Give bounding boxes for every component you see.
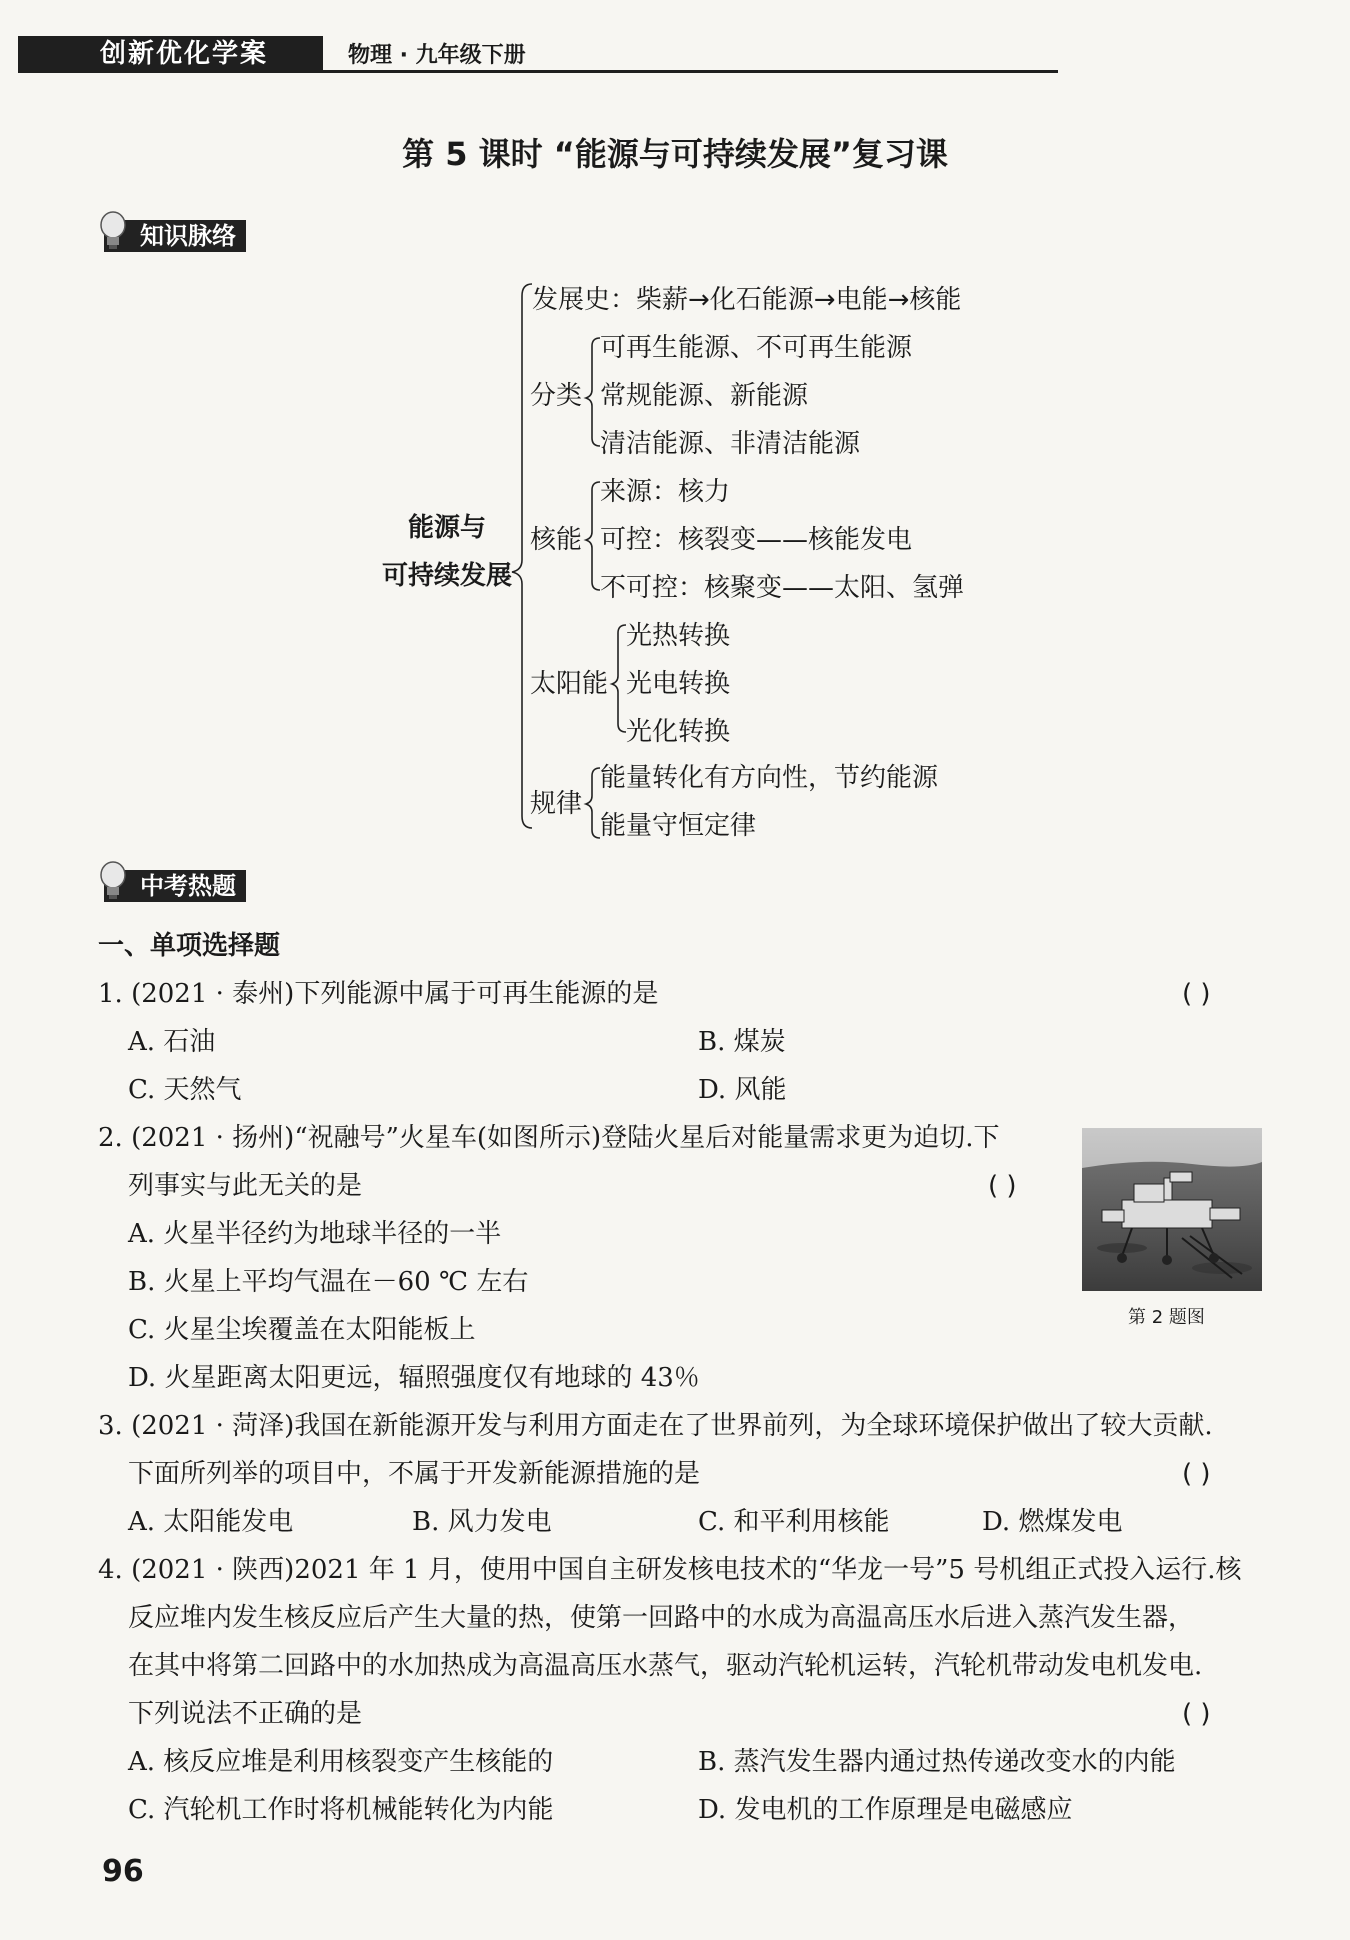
mindmap-solar-label: 太阳能 [530, 669, 609, 699]
mindmap-nuclear-item: 可控：核裂变——核能发电 [600, 525, 913, 555]
mindmap-classification-item: 可再生能源、不可再生能源 [600, 333, 913, 363]
mindmap-law-item: 能量转化有方向性，节约能源 [600, 763, 939, 793]
main-brace [512, 284, 532, 828]
answer-paren: ( ) [1182, 1459, 1211, 1489]
answer-paren: ( ) [988, 1171, 1017, 1201]
question-2-option: A. 火星半径约为地球半径的一半 [128, 1219, 502, 1249]
law-brace [586, 768, 600, 838]
mindmap-solar-item: 光热转换 [626, 621, 731, 651]
mindmap-classification-item: 清洁能源、非清洁能源 [600, 429, 861, 459]
question-1-option: B. 煤炭 [698, 1027, 786, 1057]
question-1-option: A. 石油 [128, 1027, 216, 1057]
mindmap-solar-item: 光电转换 [626, 669, 731, 699]
mindmap-law-label: 规律 [530, 789, 583, 819]
mindmap-classification-label: 分类 [530, 381, 583, 411]
lightbulb-icon [98, 860, 128, 900]
brand-logo-text: 创新优化学案 [100, 39, 269, 69]
question-3-stem: 下面所列举的项目中，不属于开发新能源措施的是 [128, 1459, 701, 1489]
mindmap-nuclear-label: 核能 [530, 525, 583, 555]
solar-brace [612, 625, 626, 732]
question-4-option: C. 汽轮机工作时将机械能转化为内能 [128, 1795, 554, 1825]
question-4-stem: 下列说法不正确的是 [128, 1699, 363, 1729]
mindmap-nuclear-item: 来源：核力 [600, 477, 731, 507]
question-1-stem: 1. (2021 · 泰州)下列能源中属于可再生能源的是 [98, 979, 659, 1009]
lesson-title: 第 5 课时 “能源与可持续发展”复习课 [402, 135, 948, 173]
question-1-option: C. 天然气 [128, 1075, 242, 1105]
mindmap-solar-item: 光化转换 [626, 717, 731, 747]
mars-rover-image [1082, 1128, 1262, 1291]
question-2-option: D. 火星距离太阳更远，辐照强度仅有地球的 43％ [128, 1363, 700, 1393]
mindmap-classification-item: 常规能源、新能源 [600, 381, 809, 411]
question-3-stem: 3. (2021 · 菏泽)我国在新能源开发与利用方面走在了世界前列，为全球环境保护做出了较大贡献. [98, 1411, 1213, 1441]
question-1-option: D. 风能 [698, 1075, 787, 1105]
part-heading: 一、单项选择题 [98, 931, 281, 961]
answer-paren: ( ) [1182, 1699, 1211, 1729]
question-2-stem: 列事实与此无关的是 [128, 1171, 363, 1201]
mindmap-nuclear-item: 不可控：核聚变——太阳、氢弹 [600, 573, 965, 603]
question-4-option: A. 核反应堆是利用核裂变产生核能的 [128, 1747, 554, 1777]
question-4-stem: 在其中将第二回路中的水加热成为高温高压水蒸气，驱动汽轮机运转，汽轮机带动发电机发电. [128, 1651, 1203, 1681]
mindmap-root-line2: 可持续发展 [381, 561, 512, 591]
question-3-option: A. 太阳能发电 [128, 1507, 294, 1537]
question-4-option: D. 发电机的工作原理是电磁感应 [698, 1795, 1073, 1825]
section-knowledge-label: 知识脉络 [140, 222, 236, 250]
question-4-stem: 4. (2021 · 陕西)2021 年 1 月，使用中国自主研发核电技术的“华龙一号”5 号机组正式投入运行.核 [98, 1555, 1242, 1585]
figure-caption: 第 2 题图 [1128, 1307, 1205, 1328]
answer-paren: ( ) [1182, 979, 1211, 1009]
page-number: 96 [102, 1854, 144, 1889]
mindmap-history: 发展史：柴薪→化石能源→电能→核能 [532, 285, 962, 315]
section-hot-topics-badge [104, 870, 246, 902]
mindmap-root-line1: 能源与 [407, 513, 486, 543]
question-3-option: D. 燃煤发电 [982, 1507, 1123, 1537]
mindmap-law-item: 能量守恒定律 [600, 811, 757, 841]
question-2-option: B. 火星上平均气温在－60 ℃ 左右 [128, 1267, 529, 1297]
question-4-stem: 反应堆内发生核反应后产生大量的热，使第一回路中的水成为高温高压水后进入蒸汽发生器， [128, 1603, 1195, 1633]
question-2-stem: 2. (2021 · 扬州)“祝融号”火星车(如图所示)登陆火星后对能量需求更为迫切.下 [98, 1123, 1000, 1153]
subject-title: 物理 · 九年级下册 [348, 43, 526, 68]
question-4-option: B. 蒸汽发生器内通过热传递改变水的内能 [698, 1747, 1176, 1777]
question-3-option: C. 和平利用核能 [698, 1507, 890, 1537]
mars-rover-photo [1082, 1128, 1262, 1291]
classification-brace [586, 338, 600, 446]
nuclear-brace [586, 482, 600, 590]
section-hot-topics-label: 中考热题 [140, 872, 236, 900]
question-3-option: B. 风力发电 [412, 1507, 552, 1537]
question-2-option: C. 火星尘埃覆盖在太阳能板上 [128, 1315, 476, 1345]
